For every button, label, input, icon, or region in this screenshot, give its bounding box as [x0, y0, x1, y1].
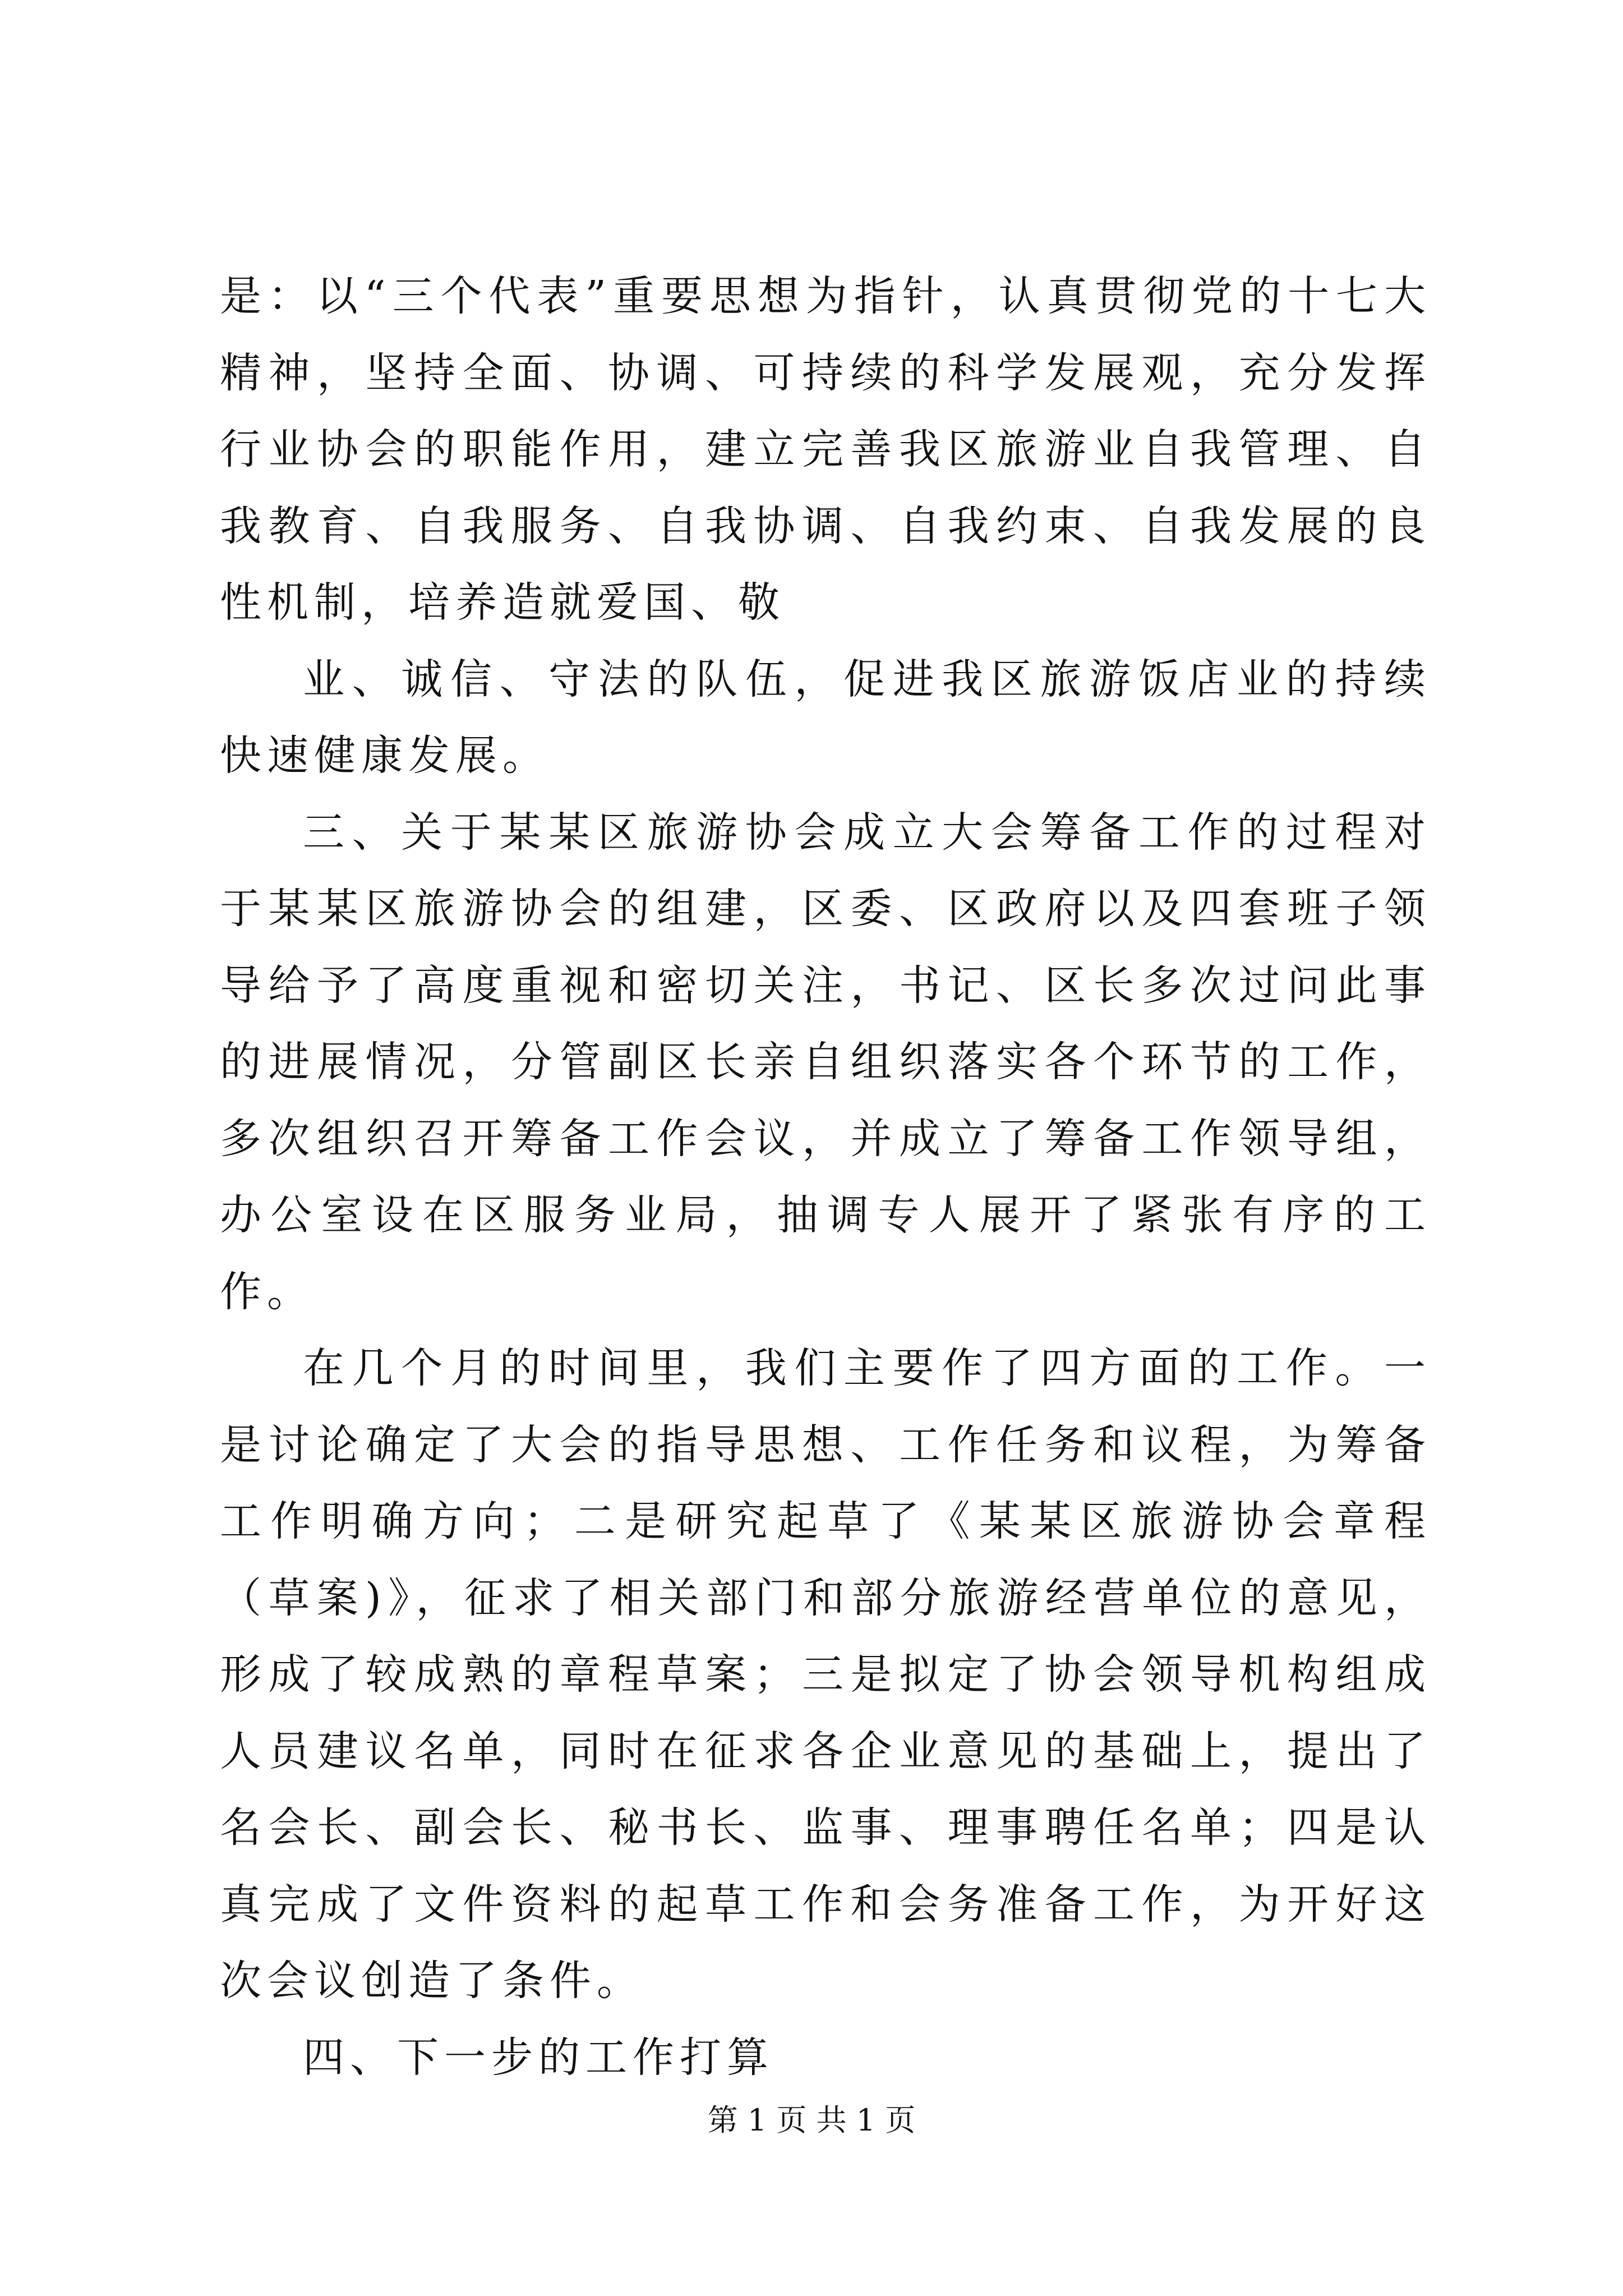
- section-heading-next-steps: 四、下一步的工作打算: [303, 2033, 774, 2082]
- paragraph-continued-indented: 业、诚信、守法的队伍，促进我区旅游饭店业的持续快速健康发展。: [220, 655, 1431, 780]
- paragraph-continued: 是：以“三个代表”重要思想为指针，认真贯彻党的十七大精神，坚持全面、协调、可持续的科学发展观，充分发挥行业协会的职能作用，建立完善我区旅游业自我管理、自我教育、自我服务、自我协调、自我约束、自我发展的良性机制，培养造就爱国、敬: [220, 272, 1431, 627]
- paragraph-section-three: 三、关于某某区旅游协会成立大会筹备工作的过程对于某某区旅游协会的组建，区委、区政府以及四套班子领导给予了高度重视和密切关注，书记、区长多次过问此事的进展情况，分管副区长亲自组织落实各个环节的工作，多次组织召开筹备工作会议，并成立了筹备工作领导组，办公室设在区服务业局，抽调专人展开了紧张有序的工作。: [220, 808, 1431, 1316]
- document-body: [220, 258, 1431, 2096]
- paragraph-work-summary: 在几个月的时间里，我们主要作了四方面的工作。一是讨论确定了大会的指导思想、工作任务和议程，为筹备工作明确方向；二是研究起草了《某某区旅游协会章程（草案)》，征求了相关部门和部分旅游经营单位的意见，形成了较成熟的章程草案；三是拟定了协会领导机构组成人员建议名单，同时在征求各企业意见的基础上，提出了名会长、副会长、秘书长、监事、理事聘任名单；四是认真完成了文件资料的起草工作和会务准备工作，为开好这次会议创造了条件。: [220, 1344, 1431, 2005]
- page-footer: 第 1 页 共 1 页: [707, 2102, 916, 2138]
